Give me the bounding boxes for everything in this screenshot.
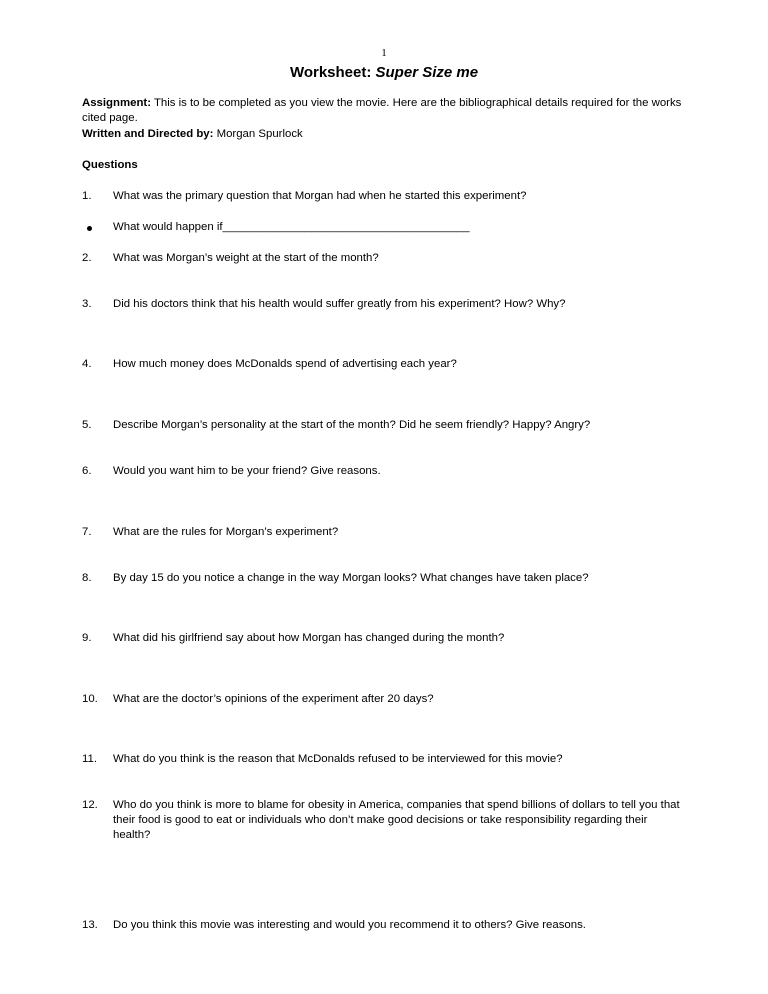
questions-heading: Questions [82, 159, 138, 171]
bullet-icon [87, 226, 92, 231]
question-number: 6. [82, 465, 92, 477]
question-item [82, 571, 682, 586]
credits-line [82, 127, 682, 142]
question-item [82, 189, 682, 204]
question-number: 7. [82, 526, 92, 538]
question-item [82, 464, 682, 479]
question-text: Describe Morgan’s personality at the start of the month? Did he seem friendly? Happy? Angry? [113, 419, 591, 431]
question-text: What are the doctor’s opinions of the experiment after 20 days? [113, 693, 434, 705]
bullet-item [82, 220, 682, 235]
title-prefix: Worksheet: [289, 64, 376, 81]
page-number: 1 [381, 47, 387, 59]
question-text: Do you think this movie was interesting and would you recommend it to others? Give reasons. [113, 919, 586, 931]
question-text: How much money does McDonalds spend of advertising each year? [113, 358, 457, 370]
question-item [82, 798, 682, 843]
question-text: Who do you think is more to blame for obesity in America, companies that spend billions of dollars to tell you that their food is good to eat or individuals who don’t make good decisions or take responsibility regarding their health? [113, 799, 680, 841]
question-number: 3. [82, 298, 92, 310]
question-item [82, 297, 682, 312]
credits-label: Written and Directed by: [82, 128, 214, 140]
assignment-label: Assignment: [82, 97, 151, 109]
question-text: What was Morgan’s weight at the start of the month? [113, 252, 379, 264]
question-number: 13. [82, 919, 98, 931]
question-text: What did his girlfriend say about how Morgan has changed during the month? [113, 632, 505, 644]
page-title [0, 63, 768, 82]
question-text: Did his doctors think that his health would suffer greatly from his experiment? How? Why? [113, 298, 566, 310]
title-movie-name: Super Size me [375, 64, 479, 81]
question-item [82, 525, 682, 540]
question-item [82, 357, 682, 372]
question-number: 2. [82, 252, 92, 264]
question-text: Would you want him to be your friend? Give reasons. [113, 465, 381, 477]
question-item [82, 918, 682, 933]
question-number: 1. [82, 190, 92, 202]
question-item [82, 692, 682, 707]
question-text: What was the primary question that Morgan had when he started this experiment? [113, 190, 527, 202]
question-number: 11. [82, 753, 97, 765]
question-item [82, 418, 682, 433]
bullet-text: What would happen if_______________________________________ [113, 221, 470, 233]
question-text: By day 15 do you notice a change in the way Morgan looks? What changes have taken place? [113, 572, 589, 584]
question-number: 5. [82, 419, 92, 431]
question-number: 10. [82, 693, 98, 705]
assignment-paragraph [82, 96, 682, 126]
question-text: What are the rules for Morgan’s experiment? [113, 526, 339, 538]
credits-text: Morgan Spurlock [213, 128, 303, 140]
assignment-text: This is to be completed as you view the movie. Here are the bibliographical details required for the works cited page. [82, 97, 682, 124]
question-item [82, 752, 682, 767]
question-number: 9. [82, 632, 92, 644]
question-item [82, 251, 682, 266]
question-number: 8. [82, 572, 92, 584]
question-text: What do you think is the reason that McDonalds refused to be interviewed for this movie? [113, 753, 563, 765]
question-number: 4. [82, 358, 92, 370]
question-number: 12. [82, 799, 98, 811]
question-item [82, 631, 682, 646]
